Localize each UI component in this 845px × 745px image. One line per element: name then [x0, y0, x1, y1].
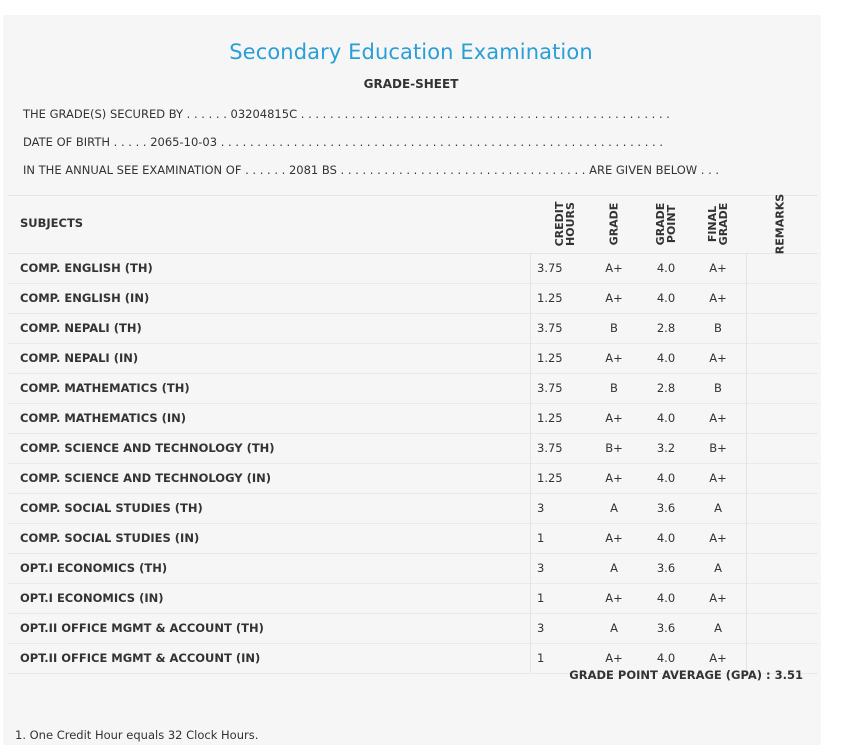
subject-cell: COMP. NEPALI (TH) — [20, 321, 142, 335]
subject-cell: OPT.II OFFICE MGMT & ACCOUNT (TH) — [20, 621, 264, 635]
header-final-grade: FINAL GRADE — [706, 202, 730, 246]
grade-point-cell: 4.0 — [656, 291, 676, 305]
credit-hours-cell: 3 — [537, 621, 545, 635]
grade-point-cell: 4.0 — [656, 261, 676, 275]
grade-point-cell: 3.6 — [656, 561, 676, 575]
table-header — [8, 195, 818, 254]
final-grade-cell: A+ — [709, 471, 727, 485]
grade-cell: B+ — [605, 441, 623, 455]
subject-cell: COMP. SOCIAL STUDIES (IN) — [20, 531, 200, 545]
subject-cell: COMP. NEPALI (IN) — [20, 351, 139, 365]
grade-point-cell: 4.0 — [656, 351, 676, 365]
final-grade-cell: B — [714, 381, 722, 395]
final-grade-cell: A+ — [709, 351, 727, 365]
subject-cell: OPT.II OFFICE MGMT & ACCOUNT (IN) — [20, 651, 261, 665]
table-row — [8, 434, 818, 464]
credit-hours-cell: 3 — [537, 561, 545, 575]
grade-point-cell: 3.6 — [656, 621, 676, 635]
subject-cell: COMP. SCIENCE AND TECHNOLOGY (IN) — [20, 471, 271, 485]
table-body — [8, 254, 818, 674]
credit-hours-cell: 1.25 — [537, 291, 563, 305]
final-grade-cell: A+ — [709, 411, 727, 425]
gpa-summary: GRADE POINT AVERAGE (GPA) : 3.51 — [569, 668, 803, 682]
final-grade-cell: B+ — [709, 441, 727, 455]
final-grade-cell: A+ — [709, 291, 727, 305]
credit-hours-cell: 1.25 — [537, 351, 563, 365]
grade-point-cell: 2.8 — [656, 321, 676, 335]
grade-cell: A+ — [605, 351, 623, 365]
subject-cell: OPT.I ECONOMICS (IN) — [20, 591, 164, 605]
header-grade: GRADE — [607, 202, 621, 246]
final-grade-cell: A+ — [709, 261, 727, 275]
grade-cell: A+ — [605, 651, 623, 665]
final-grade-cell: A+ — [709, 651, 727, 665]
grades-table — [8, 195, 818, 674]
grade-point-cell: 4.0 — [656, 471, 676, 485]
subject-cell: COMP. SOCIAL STUDIES (TH) — [20, 501, 203, 515]
final-grade-cell: A — [714, 561, 722, 575]
subject-cell: COMP. SCIENCE AND TECHNOLOGY (TH) — [20, 441, 275, 455]
subject-cell: COMP. ENGLISH (TH) — [20, 261, 153, 275]
header-grade-point: GRADE POINT — [654, 202, 678, 246]
grade-cell: A+ — [605, 291, 623, 305]
table-row — [8, 284, 818, 314]
table-row — [8, 464, 818, 494]
grade-cell: B — [610, 321, 618, 335]
table-row — [8, 614, 818, 644]
grade-cell: A — [610, 561, 618, 575]
credit-hours-cell: 3.75 — [537, 441, 563, 455]
grade-cell: B — [610, 381, 618, 395]
final-grade-cell: B — [714, 321, 722, 335]
grade-point-cell: 4.0 — [656, 591, 676, 605]
grade-cell: A+ — [605, 471, 623, 485]
final-grade-cell: A — [714, 501, 722, 515]
grade-point-cell: 3.6 — [656, 501, 676, 515]
table-row — [8, 584, 818, 614]
grade-sheet-heading: GRADE-SHEET — [363, 77, 459, 91]
credit-hours-cell: 3.75 — [537, 381, 563, 395]
header-subjects: SUBJECTS — [20, 216, 84, 230]
table-row — [8, 494, 818, 524]
subject-cell: COMP. MATHEMATICS (IN) — [20, 411, 187, 425]
grade-cell: A+ — [605, 531, 623, 545]
date-of-birth-line: DATE OF BIRTH . . . . . 2065-10-03 . . . . . . . . . . . . . . . . . . . . . . . . . . . . . . . . . . . . . . . . . . . . . . . . . . . . . . . . . . . . . — [23, 135, 664, 149]
header-remarks: REMARKS — [773, 193, 787, 255]
grade-cell: A — [610, 501, 618, 515]
header-credit-hours: CREDIT HOURS — [553, 201, 577, 247]
grade-point-cell: 4.0 — [656, 411, 676, 425]
grade-cell: A+ — [605, 261, 623, 275]
subject-cell: COMP. ENGLISH (IN) — [20, 291, 150, 305]
credit-hours-cell: 1.25 — [537, 471, 563, 485]
grade-point-cell: 2.8 — [656, 381, 676, 395]
table-row — [8, 524, 818, 554]
grade-point-cell: 3.2 — [656, 441, 676, 455]
credit-hours-cell: 3.75 — [537, 261, 563, 275]
credit-hour-note: 1. One Credit Hour equals 32 Clock Hours. — [15, 728, 259, 742]
final-grade-cell: A — [714, 621, 722, 635]
grade-cell: A — [610, 621, 618, 635]
credit-hours-cell: 3 — [537, 501, 545, 515]
table-row — [8, 374, 818, 404]
grade-point-cell: 4.0 — [656, 651, 676, 665]
secured-by-line: THE GRADE(S) SECURED BY . . . . . . 03204815C . . . . . . . . . . . . . . . . . . . . . . . . . . . . . . . . . . . . . . . . . . . . . . . . . . . — [23, 107, 670, 121]
credit-hours-cell: 3.75 — [537, 321, 563, 335]
table-row — [8, 254, 818, 284]
table-row — [8, 314, 818, 344]
credit-hours-cell: 1 — [537, 651, 545, 665]
grade-point-cell: 4.0 — [656, 531, 676, 545]
subject-cell: OPT.I ECONOMICS (TH) — [20, 561, 168, 575]
grade-cell: A+ — [605, 411, 623, 425]
credit-hours-cell: 1 — [537, 531, 545, 545]
table-row — [8, 344, 818, 374]
credit-hours-cell: 1 — [537, 591, 545, 605]
table-row — [8, 554, 818, 584]
grade-cell: A+ — [605, 591, 623, 605]
credit-hours-cell: 1.25 — [537, 411, 563, 425]
final-grade-cell: A+ — [709, 531, 727, 545]
exam-title: Secondary Education Examination — [229, 40, 593, 64]
table-row — [8, 404, 818, 434]
exam-line: IN THE ANNUAL SEE EXAMINATION OF . . . . . . 2081 BS . . . . . . . . . . . . . . . . . . . . . . . . . . . . . . . . . . ARE GIVEN BELOW . . . — [23, 163, 720, 177]
final-grade-cell: A+ — [709, 591, 727, 605]
subject-cell: COMP. MATHEMATICS (TH) — [20, 381, 190, 395]
